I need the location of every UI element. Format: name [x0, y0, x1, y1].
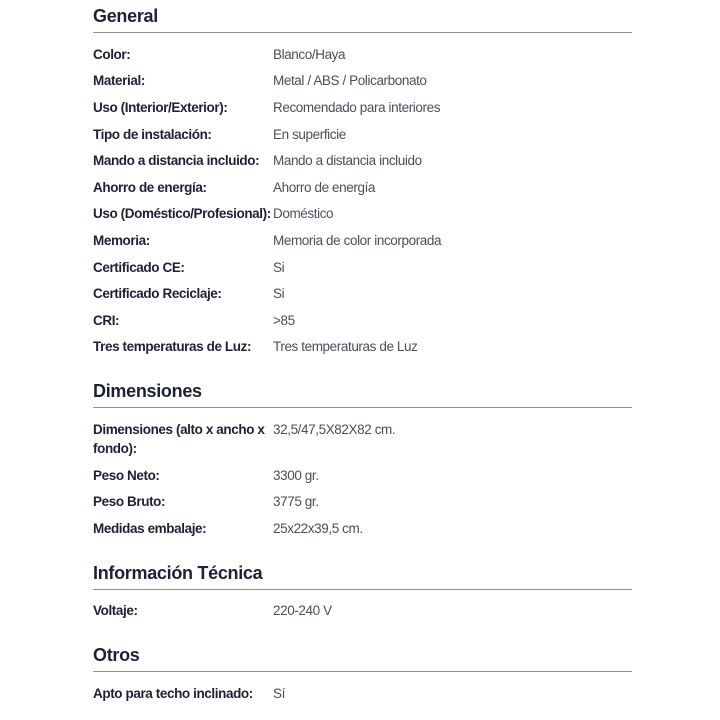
spec-label: Voltaje: [93, 603, 138, 619]
spec-row [93, 174, 632, 201]
spec-value: Sí [273, 685, 285, 701]
spec-section [93, 557, 632, 625]
spec-row [93, 147, 632, 174]
spec-value: 32,5/47,5X82X82 cm. [273, 421, 396, 437]
spec-label: Apto para techo inclinado: [93, 685, 253, 701]
spec-section [93, 375, 632, 541]
spec-row [93, 307, 632, 334]
spec-row [93, 462, 632, 489]
spec-label: Mando a distancia incluido: [93, 153, 260, 169]
spec-label: Certificado Reciclaje: [93, 286, 222, 302]
spec-row [93, 280, 632, 307]
section-title: General [93, 0, 632, 33]
spec-row [93, 488, 632, 515]
spec-value: >85 [273, 312, 295, 328]
spec-value: Recomendado para interiores [273, 99, 441, 115]
spec-value: Si [273, 286, 285, 302]
spec-value: Si [273, 259, 285, 275]
spec-row [93, 121, 632, 148]
spec-row [93, 41, 632, 68]
spec-value: 3775 gr. [273, 494, 319, 510]
spec-label: Tipo de instalación: [93, 126, 212, 142]
spec-value: 3300 gr. [273, 467, 319, 483]
spec-row [93, 94, 632, 121]
spec-row [93, 416, 632, 462]
spec-value: Memoria de color incorporada [273, 232, 442, 248]
spec-value: Tres temperaturas de Luz [273, 339, 418, 355]
spec-value: Blanco/Haya [273, 46, 346, 62]
spec-label: CRI: [93, 312, 120, 328]
spec-label: Medidas embalaje: [93, 520, 207, 536]
spec-row [93, 515, 632, 542]
spec-label: Ahorro de energía: [93, 179, 207, 195]
spec-label: Uso (Doméstico/Profesional): [93, 206, 271, 222]
spec-value: 25x22x39,5 cm. [273, 520, 363, 536]
spec-row [93, 598, 632, 625]
section-title: Otros [93, 639, 632, 672]
spec-row [93, 227, 632, 254]
spec-label: Color: [93, 46, 131, 62]
product-specifications [93, 0, 632, 707]
spec-label: Memoria: [93, 232, 150, 248]
spec-row [93, 201, 632, 228]
section-title: Información Técnica [93, 557, 632, 590]
spec-label: Uso (Interior/Exterior): [93, 99, 228, 115]
section-title: Dimensiones [93, 375, 632, 408]
spec-value: 220-240 V [273, 603, 332, 619]
spec-label: Tres temperaturas de Luz: [93, 339, 252, 355]
spec-value: Doméstico [273, 206, 334, 222]
spec-row [93, 68, 632, 95]
spec-label: Peso Neto: [93, 467, 160, 483]
spec-label: Peso Bruto: [93, 494, 166, 510]
spec-row [93, 334, 632, 361]
spec-section [93, 0, 632, 360]
spec-label: Dimensiones (alto x ancho x fondo): [93, 421, 265, 456]
spec-row [93, 254, 632, 281]
spec-value: En superficie [273, 126, 346, 142]
spec-label: Material: [93, 73, 145, 89]
spec-label: Certificado CE: [93, 259, 185, 275]
spec-section [93, 639, 632, 707]
spec-value: Metal / ABS / Policarbonato [273, 73, 427, 89]
spec-value: Ahorro de energía [273, 179, 376, 195]
spec-value: Mando a distancia incluido [273, 153, 422, 169]
spec-row [93, 680, 632, 707]
